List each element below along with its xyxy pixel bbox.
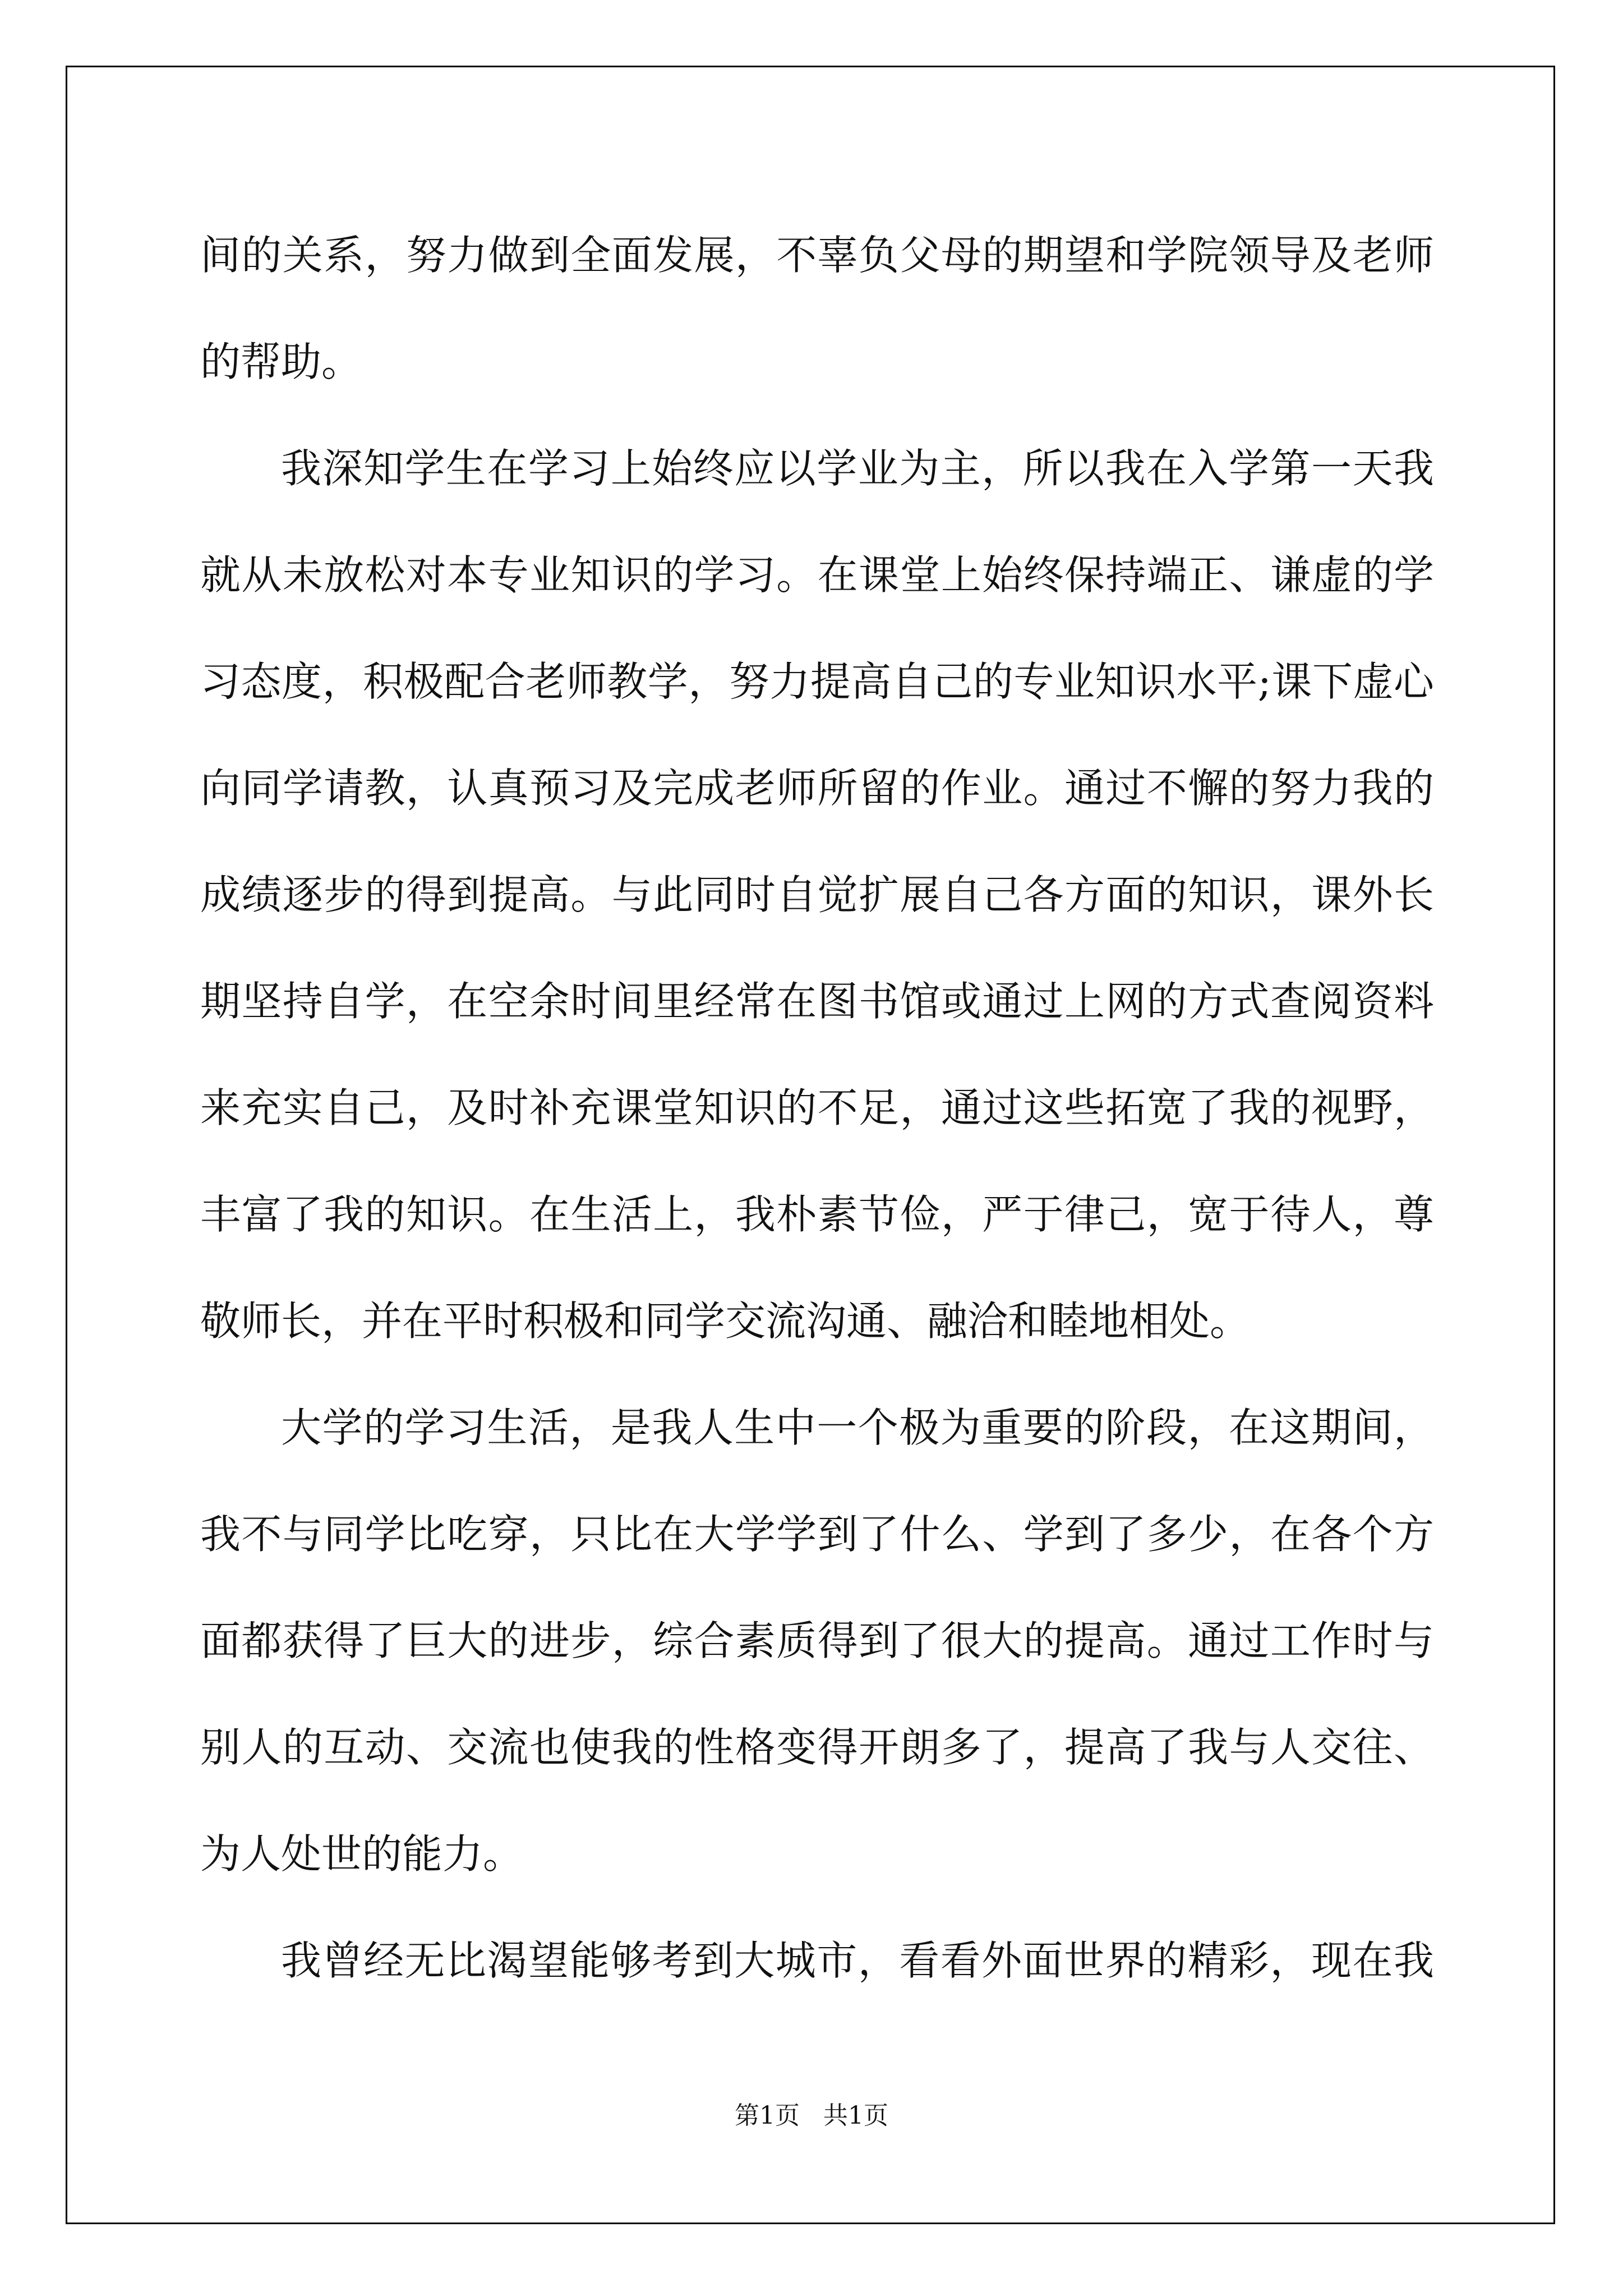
text-line: 丰富了我的知识。在生活上，我朴素节俭，严于律己，宽于待人，尊 [200,1191,1434,1238]
text-line: 来充实自己，及时补充课堂知识的不足，通过这些拓宽了我的视野， [200,1084,1434,1131]
text-line: 的帮助。 [200,338,362,385]
paragraph-start-line: 我深知学生在学习上始终应以学业为主，所以我在入学第一天我 [281,445,1434,492]
text-line: 向同学请教，认真预习及完成老师所留的作业。通过不懈的努力我的 [200,765,1434,812]
paragraph-start-line: 大学的学习生活，是我人生中一个极为重要的阶段，在这期间， [281,1404,1434,1451]
page-footer: 第1页 共1页 [735,2101,888,2130]
text-line: 期坚持自学，在空余时间里经常在图书馆或通过上网的方式查阅资料 [200,978,1434,1025]
text-line: 为人处世的能力。 [200,1830,524,1878]
document-body [200,202,1434,2014]
text-line: 我不与同学比吃穿，只比在大学学到了什么、学到了多少，在各个方 [200,1511,1434,1558]
text-line: 敬师长，并在平时积极和同学交流沟通、融洽和睦地相处。 [200,1297,1251,1345]
paragraph-start-line: 我曾经无比渴望能够考到大城市，看看外面世界的精彩，现在我 [281,1937,1434,1984]
text-line: 面都获得了巨大的进步，综合素质得到了很大的提高。通过工作时与 [200,1617,1434,1664]
text-line: 就从未放松对本专业知识的学习。在课堂上始终保持端正、谦虚的学 [200,551,1434,599]
text-line: 别人的互动、交流也使我的性格变得开朗多了，提高了我与人交往、 [200,1724,1434,1771]
text-line: 习态度，积极配合老师教学，努力提高自己的专业知识水平;课下虚心 [200,658,1434,705]
text-line: 间的关系，努力做到全面发展，不辜负父母的期望和学院领导及老师 [200,232,1434,279]
text-line: 成绩逐步的得到提高。与此同时自觉扩展自己各方面的知识，课外长 [200,871,1434,918]
